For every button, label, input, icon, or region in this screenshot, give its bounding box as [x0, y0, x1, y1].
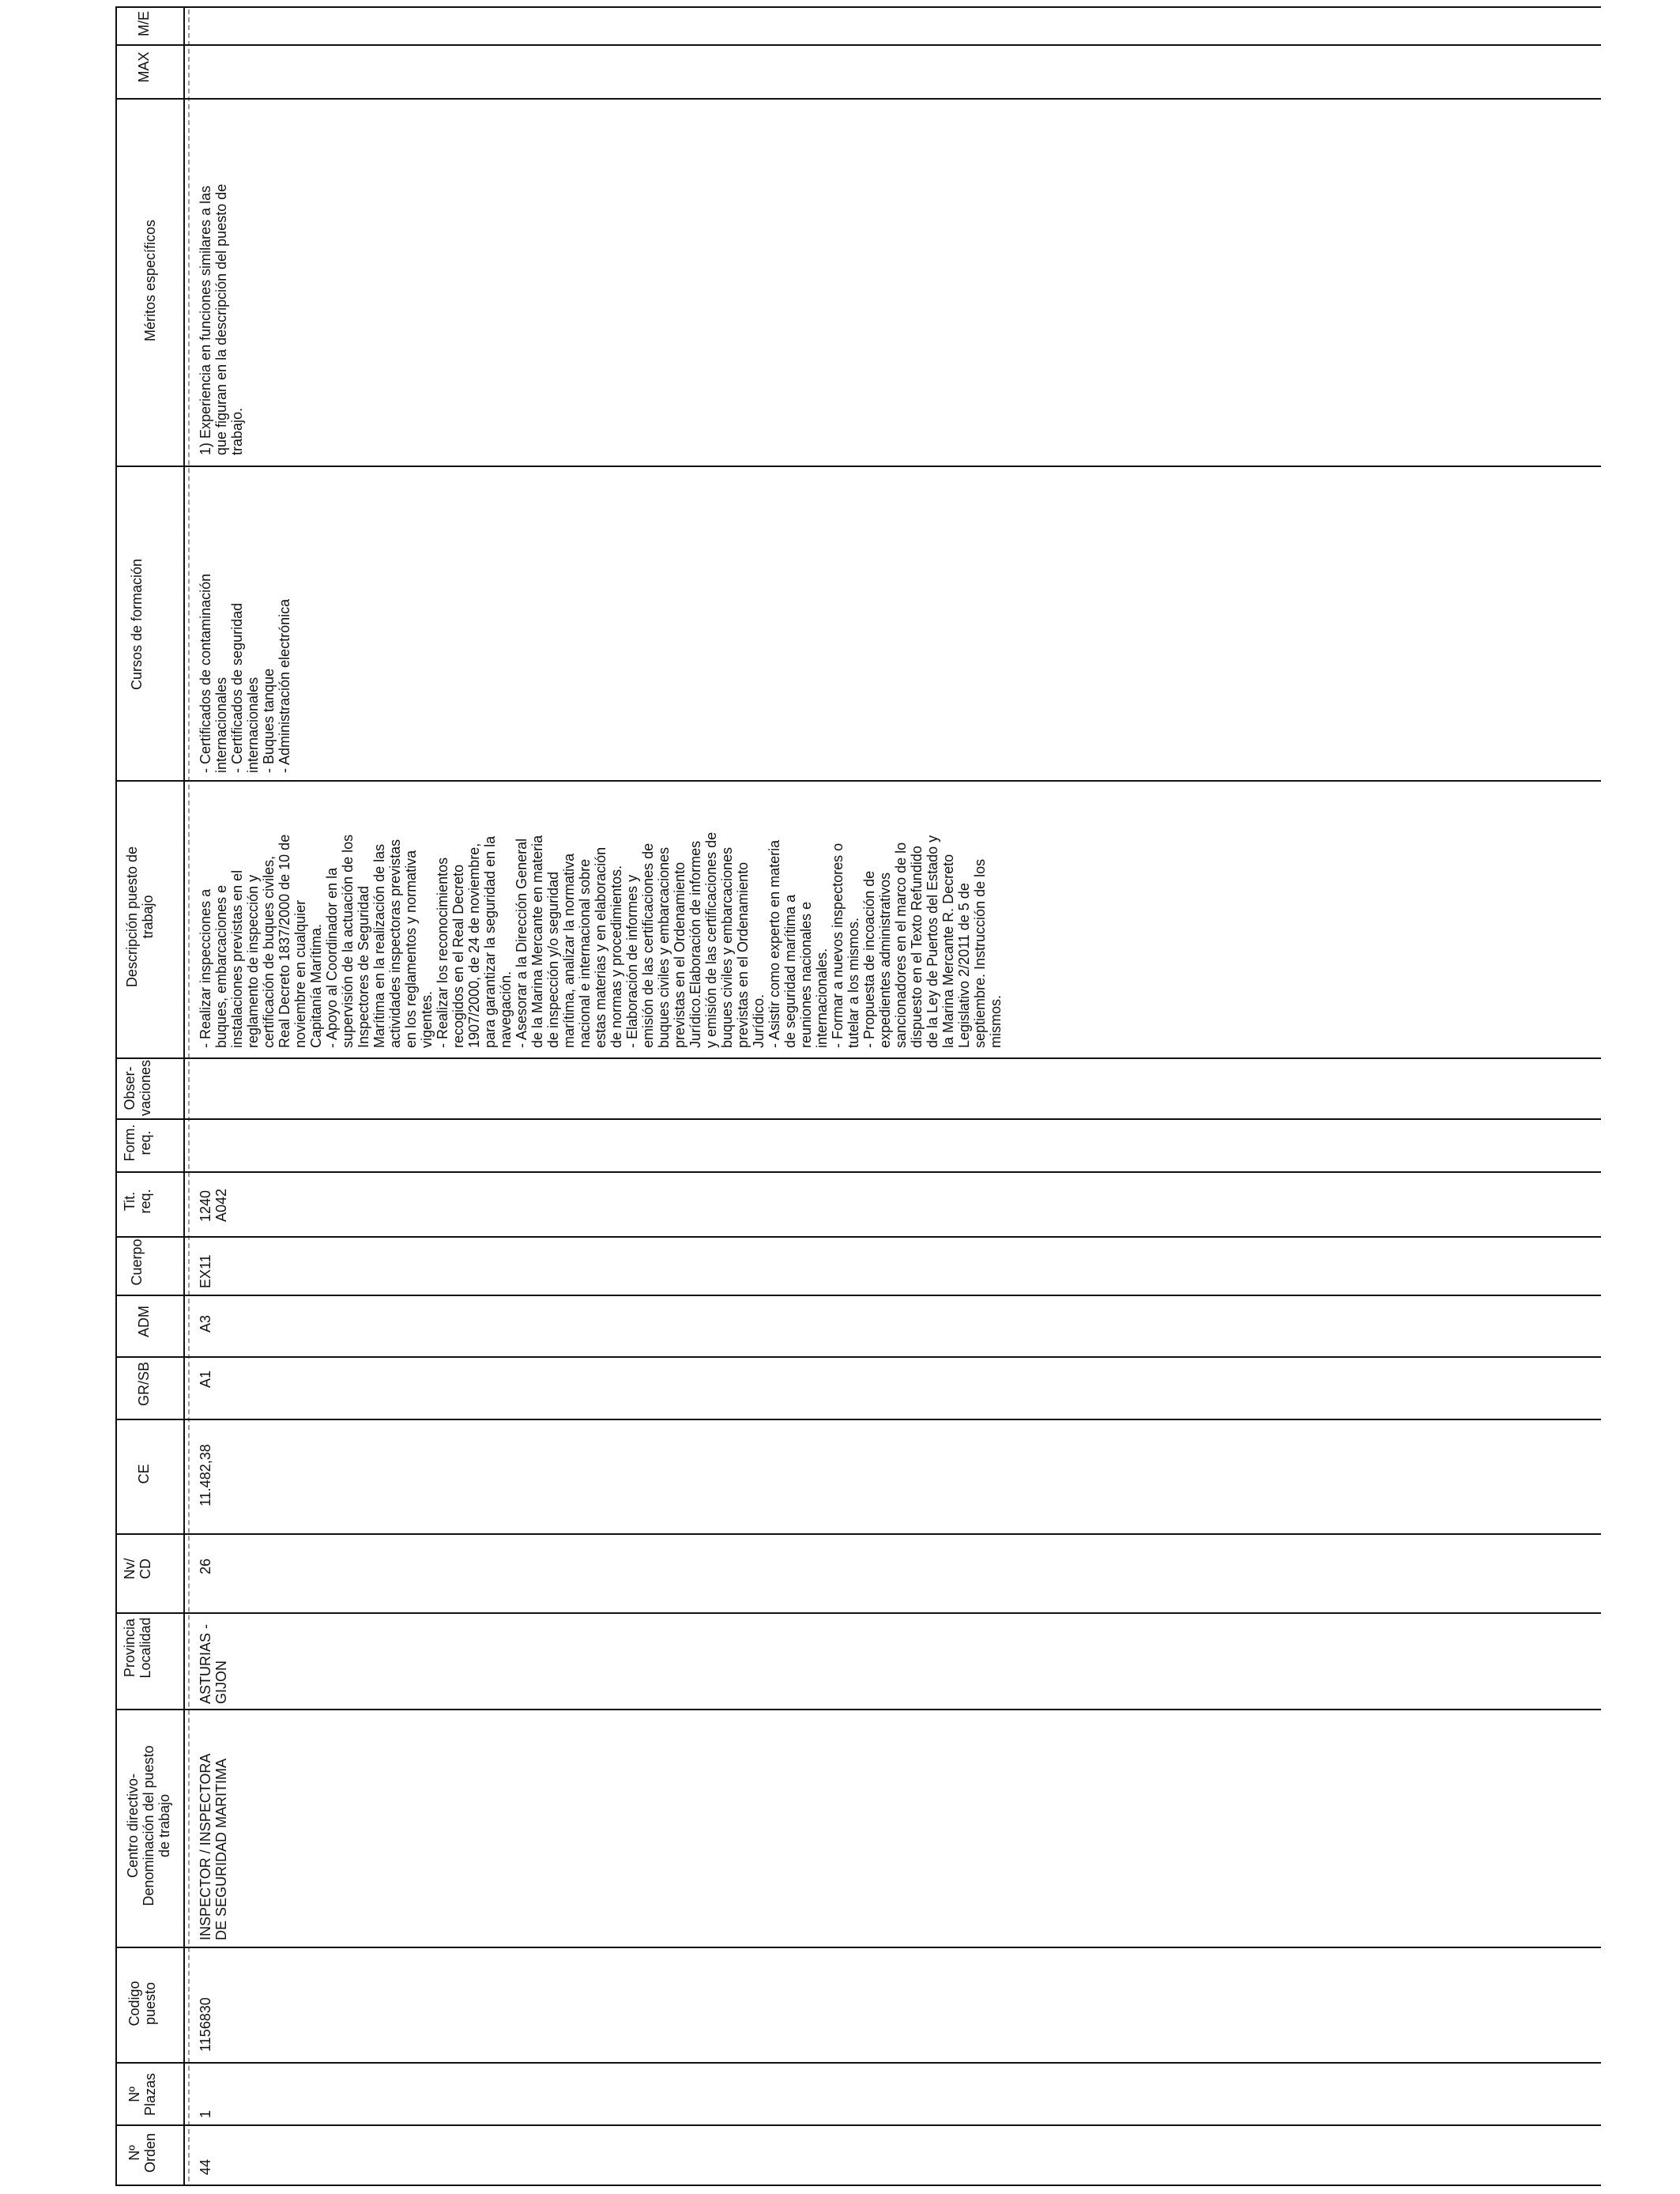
- col-divider-tit-cuerpo: [115, 1236, 1601, 1238]
- desc-line: Jurídico.: [751, 993, 767, 1048]
- col-divider-cursos-desc: [115, 780, 1601, 782]
- header-adm: ADM: [136, 1306, 152, 1337]
- cell-orden: 44: [198, 2158, 213, 2175]
- header-max: MAX: [136, 51, 152, 83]
- col-divider-plazas-orden: [115, 2124, 1601, 2126]
- row-separator-dashed: [188, 9, 190, 2181]
- desc-line: vigentes.: [419, 990, 435, 1048]
- header-observaciones: Obser- vaciones: [122, 1059, 153, 1116]
- col-divider-desc-obs: [115, 1057, 1601, 1059]
- desc-line: - Realizar los reconocimientos: [435, 857, 450, 1048]
- desc-line: - Apoyo al Coordinador en la: [324, 867, 340, 1048]
- desc-line: de la Marina Mercante en materia: [529, 835, 545, 1048]
- header-grupo: GR/SB: [136, 1362, 152, 1407]
- header-me: M/E: [136, 11, 152, 37]
- header-centro: Centro directivo- Denominación del puesto de trabajo: [125, 1745, 172, 1906]
- desc-line: Inspectores de Seguridad: [356, 885, 371, 1048]
- col-divider-codigo-plazas: [115, 2062, 1601, 2064]
- header-descripcion: Descripción puesto de trabajo: [124, 846, 156, 988]
- desc-line: marítima, analizar la normativa: [561, 853, 577, 1048]
- col-divider-grupo-ce: [115, 1419, 1601, 1420]
- cell-centro: [198, 1754, 229, 1940]
- desc-line: noviembre en cualquier: [292, 899, 308, 1048]
- cell-cursos: [198, 574, 292, 773]
- desc-line: emisión de las certificaciones de: [640, 843, 656, 1048]
- col-divider-cuerpo-adm: [115, 1295, 1601, 1296]
- cell-provincia-line: ASTURIAS -: [198, 1623, 213, 1704]
- desc-line: - Realizar inspecciones a: [198, 888, 213, 1048]
- header-provincia: Provincia Localidad: [122, 1617, 153, 1679]
- cell-titulacion-line: A042: [213, 1188, 229, 1222]
- col-divider-provincia-centro: [115, 1709, 1601, 1710]
- desc-line: - Elaboración de informes y: [624, 874, 640, 1048]
- cursos-line: - Buques tanque: [261, 668, 277, 773]
- desc-line: Capitanía Marítima.: [308, 923, 324, 1048]
- header-titulacion: Tit. req.: [122, 1189, 153, 1214]
- cell-adm: A3: [198, 1314, 213, 1333]
- header-cursos: Cursos de formación: [129, 558, 145, 691]
- desc-line: - Formar a nuevos inspectores o: [830, 843, 846, 1048]
- header-orden: Nº Orden: [126, 2132, 158, 2173]
- header-ce: CE: [136, 1464, 152, 1484]
- desc-line: Jurídico.Elaboración de informes: [687, 840, 703, 1048]
- col-divider-meritos-cursos: [115, 466, 1601, 467]
- cell-provincia-line: GIJON: [213, 1660, 229, 1704]
- header-meritos: Méritos específicos: [142, 219, 158, 342]
- desc-line: de inspección y/o seguridad: [545, 871, 561, 1048]
- header-cuerpo: Cuerpo: [129, 1238, 145, 1286]
- desc-line: buques, embarcaciones e: [213, 884, 229, 1048]
- desc-line: de normas y procedimientos.: [608, 865, 624, 1048]
- table-bottom-border: [115, 2185, 1601, 2186]
- cell-descripcion: [198, 832, 1004, 1048]
- header-formacion: Form. req.: [122, 1124, 153, 1162]
- meritos-line: 1) Experiencia en funciones similares a las: [198, 185, 213, 455]
- desc-line: previstas en el Ordenamiento: [672, 861, 687, 1048]
- cell-ce: 11.482,38: [198, 1444, 213, 1506]
- col-divider-adm-grupo: [115, 1356, 1601, 1358]
- desc-line: sancionadores en el marco de lo: [893, 842, 909, 1048]
- cell-titulacion: [198, 1189, 229, 1222]
- desc-line: - Asesorar a la Dirección General: [514, 838, 529, 1048]
- desc-line: de seguridad marítima a: [782, 894, 798, 1048]
- desc-line: reglamento de inspección y: [245, 874, 261, 1048]
- cell-nivel: 26: [198, 1558, 213, 1574]
- meritos-line: trabajo.: [229, 407, 245, 455]
- cursos-line: - Certificados de seguridad: [229, 602, 245, 773]
- desc-line: - Propuesta de incoación de: [861, 870, 877, 1048]
- col-divider-form-tit: [115, 1171, 1601, 1173]
- desc-line: instalaciones previstas en el: [229, 869, 245, 1048]
- desc-line: y emisión de las certificaciones de: [703, 831, 719, 1048]
- desc-line: de la Ley de Puertos del Estado y: [925, 835, 940, 1048]
- desc-line: actividades inspectoras previstas: [387, 839, 403, 1048]
- table-left-border: [115, 6, 117, 2186]
- desc-line: tutelar a los mismos.: [846, 917, 861, 1048]
- header-separator: [183, 6, 185, 2186]
- cell-cuerpo: EX11: [198, 1254, 213, 1288]
- desc-line: Legislativo 2/2011 de 5 de: [956, 883, 972, 1048]
- desc-line: previstas en el Ordenamiento: [735, 861, 751, 1048]
- cell-codigo: 1156830: [198, 1997, 213, 2052]
- desc-line: dispuesto en el Texto Refundido: [909, 846, 925, 1048]
- desc-line: - Asistir como experto en materia: [767, 839, 782, 1048]
- desc-line: nacional e internacional sobre: [577, 858, 593, 1048]
- desc-line: expedientes administrativos: [877, 872, 893, 1048]
- cursos-line: - Certificados de contaminación: [198, 573, 213, 773]
- cell-provincia: [198, 1624, 229, 1704]
- desc-line: supervisión de la actuación de los: [340, 834, 356, 1048]
- header-codigo: Codigo puesto: [126, 1981, 158, 2026]
- cell-titulacion-line: 1240: [198, 1189, 213, 1222]
- col-divider-nivel-provincia: [115, 1612, 1601, 1614]
- desc-line: navegación.: [498, 971, 514, 1048]
- desc-line: septiembre. Instrucción de los: [972, 858, 988, 1048]
- col-divider-obs-form: [115, 1118, 1601, 1120]
- desc-line: en los reglamentos y normativa: [403, 850, 419, 1048]
- cell-grupo: A1: [198, 1370, 213, 1388]
- col-divider-me-max: [115, 44, 1601, 46]
- desc-line: la Marina Mercante R. Decreto: [940, 854, 956, 1048]
- desc-line: Real Decreto 1837/2000 de 10 de: [277, 834, 292, 1048]
- desc-line: certificación de buques civiles,: [261, 855, 277, 1048]
- cell-meritos: [198, 184, 245, 455]
- cell-plazas: 1: [198, 2109, 213, 2118]
- header-nivel: Nv/ CD: [122, 1558, 153, 1580]
- desc-line: buques civiles y embarcaciones: [719, 846, 735, 1048]
- meritos-line: que figuran en la descripción del puesto de: [213, 183, 229, 455]
- desc-line: para garantizar la seguridad en la: [482, 835, 498, 1048]
- cursos-line: internacionales: [245, 677, 261, 773]
- desc-line: reuniones nacionales e: [798, 901, 814, 1048]
- desc-line: recogidos en el Real Decreto: [450, 864, 466, 1048]
- cell-centro-line: DE SEGURIDAD MARITIMA: [213, 1758, 229, 1940]
- cursos-line: - Administración electrónica: [277, 598, 292, 773]
- desc-line: estas materias y en elaboración: [593, 846, 608, 1048]
- desc-line: internacionales.: [814, 948, 830, 1048]
- table-top-border: [115, 6, 1601, 8]
- cursos-line: internacionales: [213, 677, 229, 773]
- desc-line: 1907/2000, de 24 de noviembre,: [466, 843, 482, 1048]
- desc-line: mismos.: [988, 995, 1004, 1048]
- col-divider-ce-nivel: [115, 1533, 1601, 1535]
- col-divider-centro-codigo: [115, 1947, 1601, 1948]
- desc-line: buques civiles y embarcaciones: [656, 846, 672, 1048]
- header-plazas: Nº Plazas: [126, 2072, 158, 2117]
- col-divider-max-meritos: [115, 98, 1601, 100]
- cell-centro-line: INSPECTOR / INSPECTORA: [198, 1753, 213, 1940]
- desc-line: Marítima en la realización de las: [371, 843, 387, 1048]
